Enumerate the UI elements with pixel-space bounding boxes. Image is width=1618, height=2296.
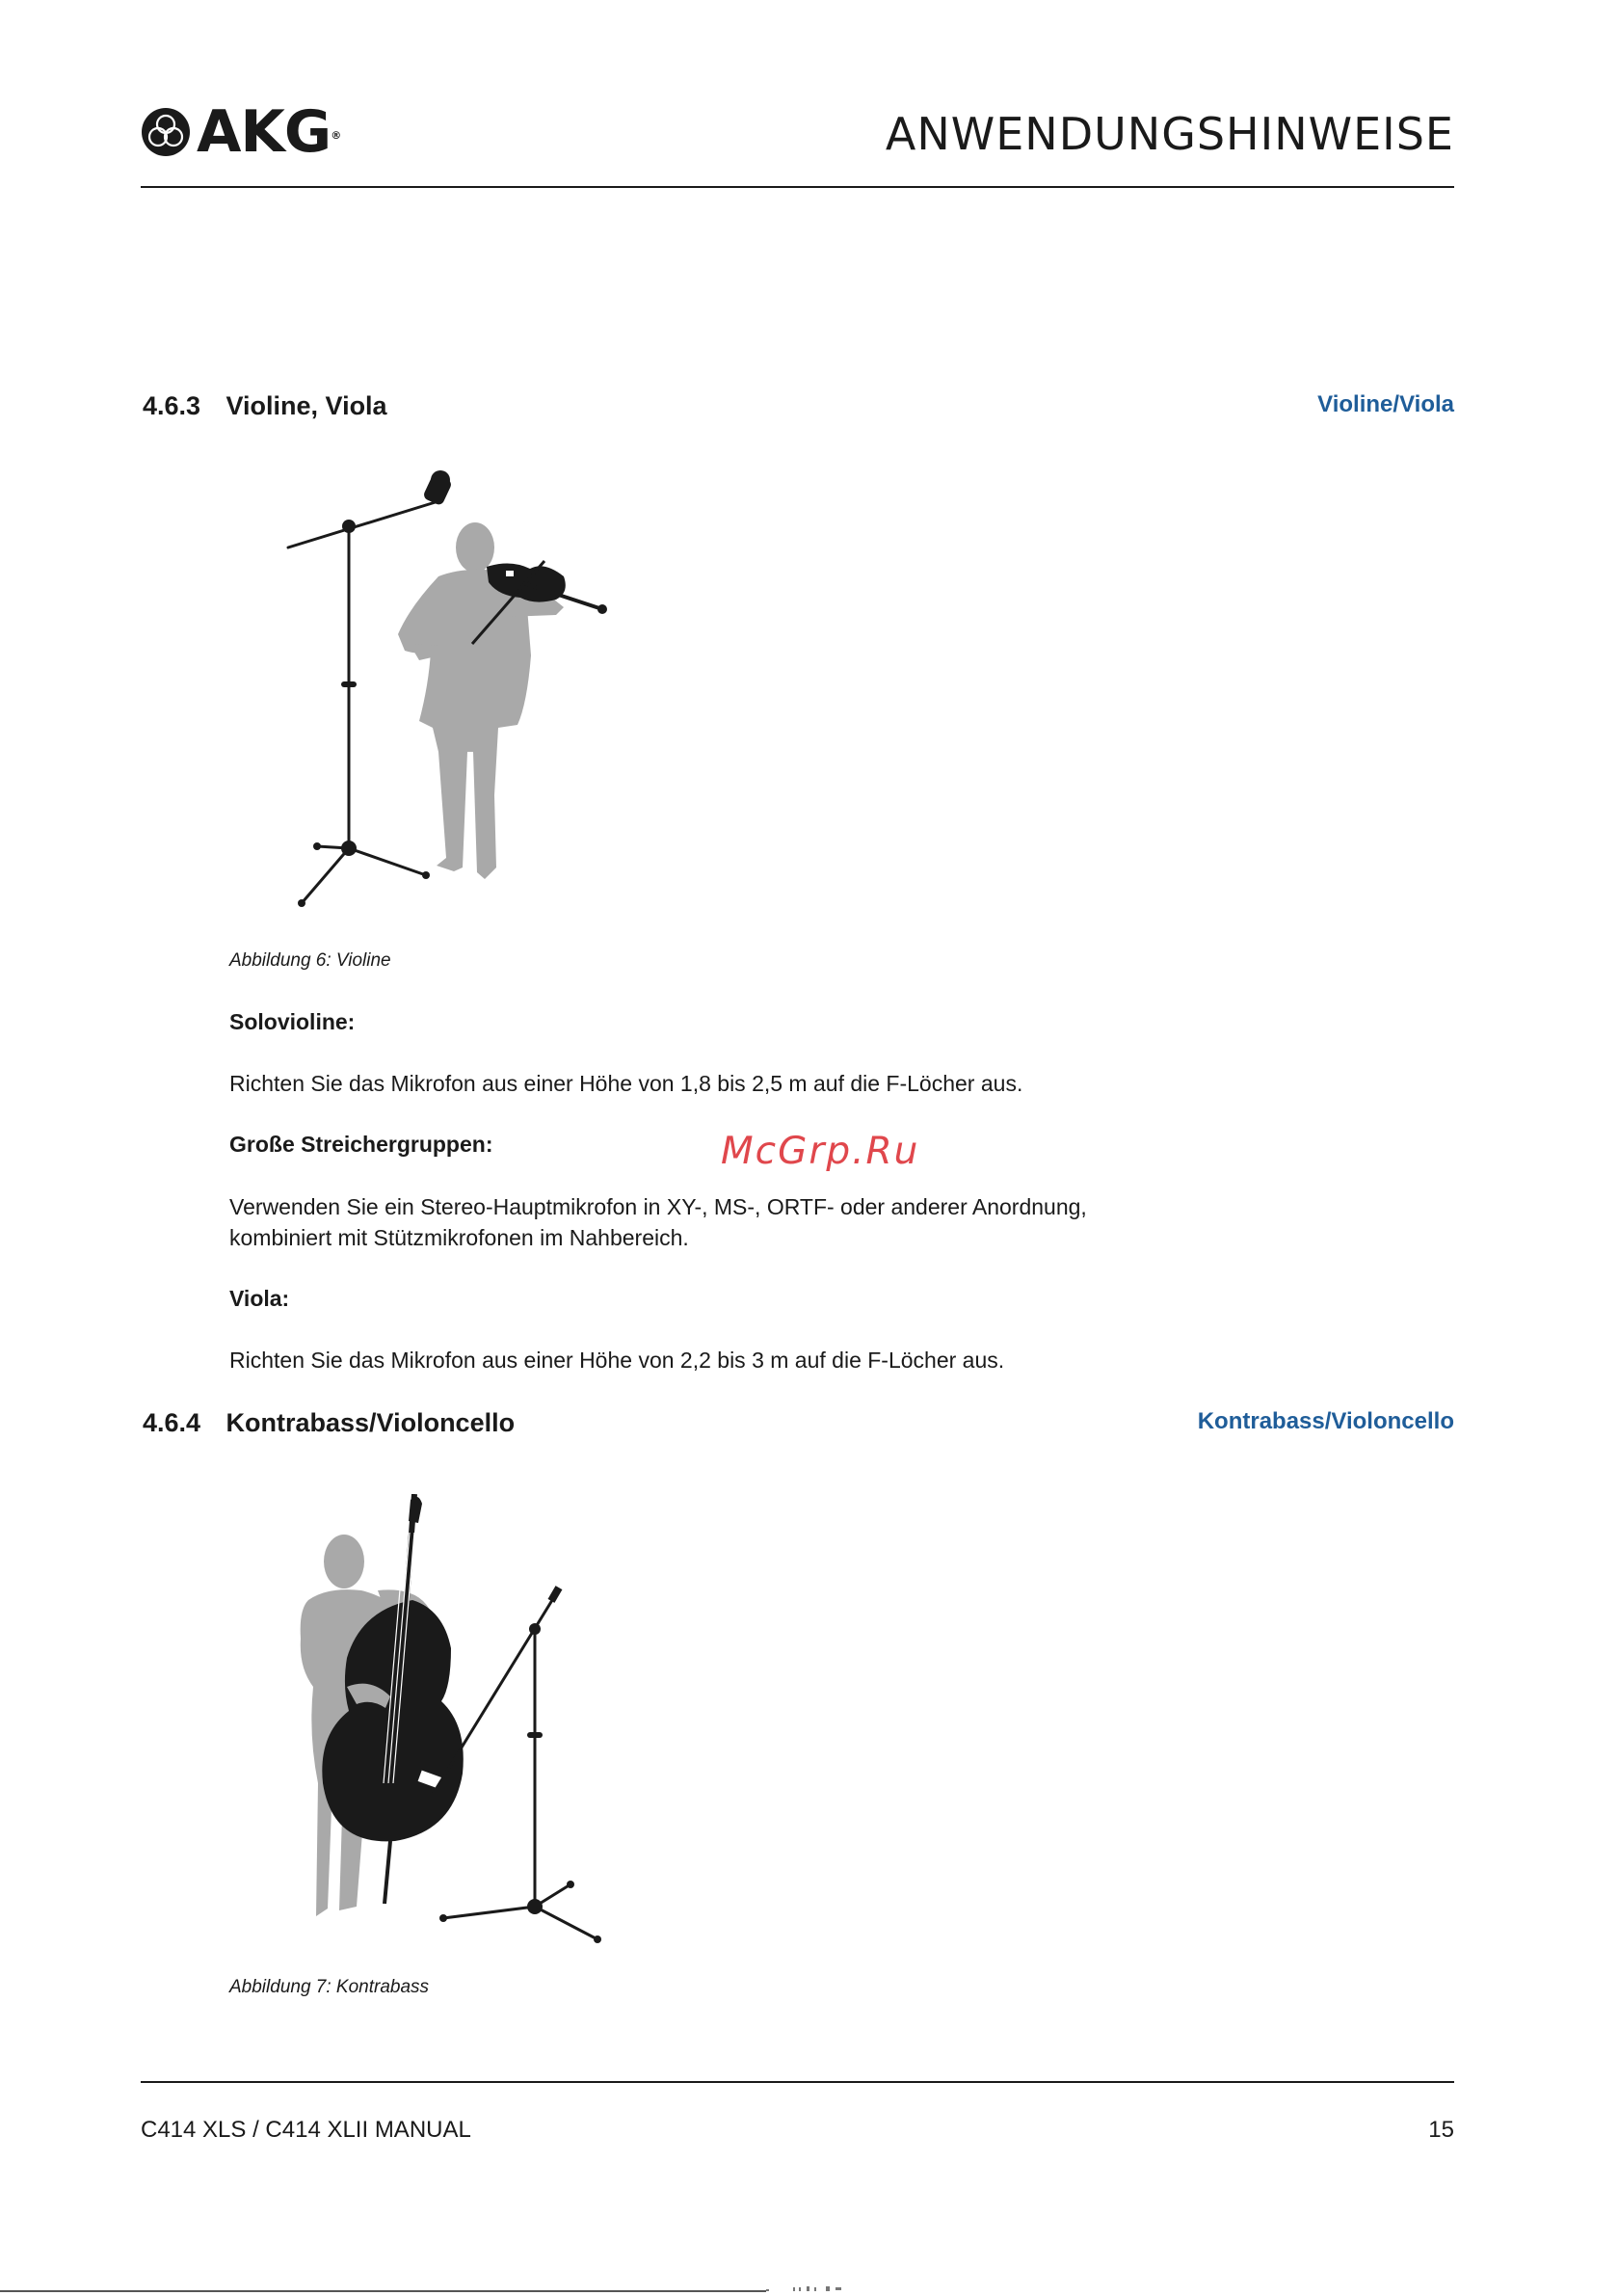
scan-artifact [766, 2286, 882, 2292]
brand-wordmark: AKG® [197, 98, 341, 166]
violinist-illustration [275, 463, 631, 916]
footer-rule [141, 2081, 1454, 2083]
subheading-solovioline: Solovioline: [229, 1009, 356, 1034]
figure-caption: Abbildung 6: Violine [229, 950, 391, 971]
paragraph-solovioline: Richten Sie das Mikrofon aus einer Höhe von 1,8 bis 2,5 m auf die F-Löcher aus. [229, 1071, 1023, 1096]
double-bass-illustration [289, 1494, 607, 1947]
paragraph-viola: Richten Sie das Mikrofon aus einer Höhe von 2,2 bis 3 m auf die F-Löcher aus. [229, 1348, 1005, 1373]
bottom-edge-line [0, 2290, 766, 2292]
margin-keyword: Kontrabass/Violoncello [1197, 1408, 1454, 1434]
footer-manual-title: C414 XLS / C414 XLII MANUAL [141, 2117, 471, 2143]
header-rule [141, 186, 1454, 188]
paragraph-line: kombiniert mit Stützmikrofonen im Nahbereich. [229, 1225, 689, 1250]
section-heading [143, 391, 387, 421]
akg-logo [141, 98, 382, 166]
watermark: McGrp.Ru [721, 1130, 920, 1173]
section-heading [143, 1408, 515, 1438]
paragraph-line: Verwenden Sie ein Stereo-Hauptmikrofon in XY-, MS-, ORTF- oder anderer Anordnung, [229, 1194, 1087, 1219]
section-number: 4.6.4 [143, 1408, 201, 1437]
paragraph-streichergruppen [229, 1191, 1193, 1253]
subheading-streichergruppen: Große Streichergruppen: [229, 1132, 493, 1157]
section-title: Violine, Viola [225, 391, 387, 420]
page-header-title: ANWENDUNGSHINWEISE [885, 108, 1454, 160]
subheading-viola: Viola: [229, 1286, 290, 1311]
section-title: Kontrabass/Violoncello [225, 1408, 516, 1437]
section-number: 4.6.3 [143, 391, 201, 420]
figure-caption: Abbildung 7: Kontrabass [229, 1977, 430, 1997]
page-number: 15 [1428, 2117, 1454, 2143]
margin-keyword: Violine/Viola [1317, 391, 1454, 417]
akg-emblem-icon [141, 107, 191, 157]
